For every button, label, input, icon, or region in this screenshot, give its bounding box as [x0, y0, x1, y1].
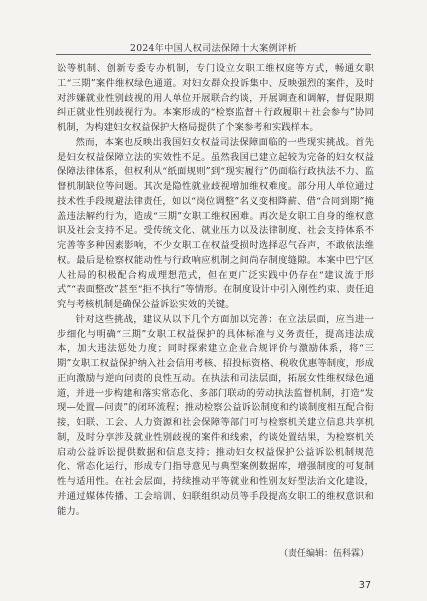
editor-credit: （责任编辑：伍科霖） — [278, 549, 369, 559]
page-number: 37 — [358, 580, 371, 591]
header-rule — [56, 54, 371, 55]
paragraph-1: 讼等机制、创新专委专办机制，专门设立女职工维权庭等方式，畅通女职工“三期”案件维权绿色通道。对妇女群众投诉集中、反映强烈的案件，及时对涉嫌就业性别歧视的用人单位开展联合约谈，开展调查和调解，督促限期纠正就业性别歧视行为。本案形成的“检察监督＋行政履职＋社会参与”协同机制，为构建妇女权益保护大格局提供了个案参考和实践样本。 — [57, 63, 374, 133]
article-body — [57, 62, 374, 519]
paragraph-3: 针对这些挑战，建议从以下几个方面加以完善：在立法层面，应当进一步细化与明确“三期”女职工权益保护的具体标准与义务责任，提高违法成本，加大违法惩处力度；同时探索建立企业合规评价与激励体系，将“三期”女职工权益保护纳入社会信用考核、招投标资格、税收优惠等制度，形成正向激励与逆向问责的良性互动。在执法和司法层面，拓展女性维权绿色通道，并进一步构建和落实常态化、多部门联动的劳动执法监督机制，打造“发现—处置—问责”的闭环流程；推动检察公益诉讼制度和约谈制度相互配合衔接，妇联、工会、人力资源和社会保障等部门可与检察机关建立信息共享机制，及时分享涉及就业性别歧视的案件和线索，约谈处置结果，为检察机关启动公益诉讼提供数据和信息支持；推动妇女权益保护公益诉讼机制规范化、常态化运行，形成专门指导意见与典型案例数据库，增强制度的可复制性与适用性。在社会层面，持续推动平等就业和性别友好型法治文化建设，并通过媒体传播、工会培训、妇联组织动员等手段提高女职工的维权意识和能力。 — [57, 313, 374, 517]
running-header: 2024年中国人权司法保障十大案例评析 — [130, 43, 297, 54]
paragraph-2: 然而，本案也反映出我国妇女权益司法保障面临的一些现实挑战。首先是妇女权益保障立法的实效性不足。虽然我国已建立起较为完备的妇女权益保障法律体系，但权利从“纸面规则”到“现实履行”仍面临行政执法不力、监督机制缺位等问题。其次是隐性就业歧视增加维权难度。部分用人单位通过技术性手段规避法律责任，如以“岗位调整”名义变相降薪、借“合同到期”掩盖违法解约行为，造成“三期”女职工维权困难。再次是女职工自身的维权意识及社会支持不足。受传统文化、就业压力以及法律制度、社会支持体系不完善等多种因素影响，不少女职工在权益受损时选择忍气吞声，不敢依法维权。最后是检察权能动性与行政响应机制之间尚存制度缝隙。本案中巴宁区人社局的积极配合构成理想范式，但在更广泛实践中仍存在“建议流于形式”“表面整改”甚至“拒不执行”等情形。在制度设计中引入刚性约束、责任追究与考核机制是确保公益诉讼实效的关键。 — [57, 136, 374, 310]
